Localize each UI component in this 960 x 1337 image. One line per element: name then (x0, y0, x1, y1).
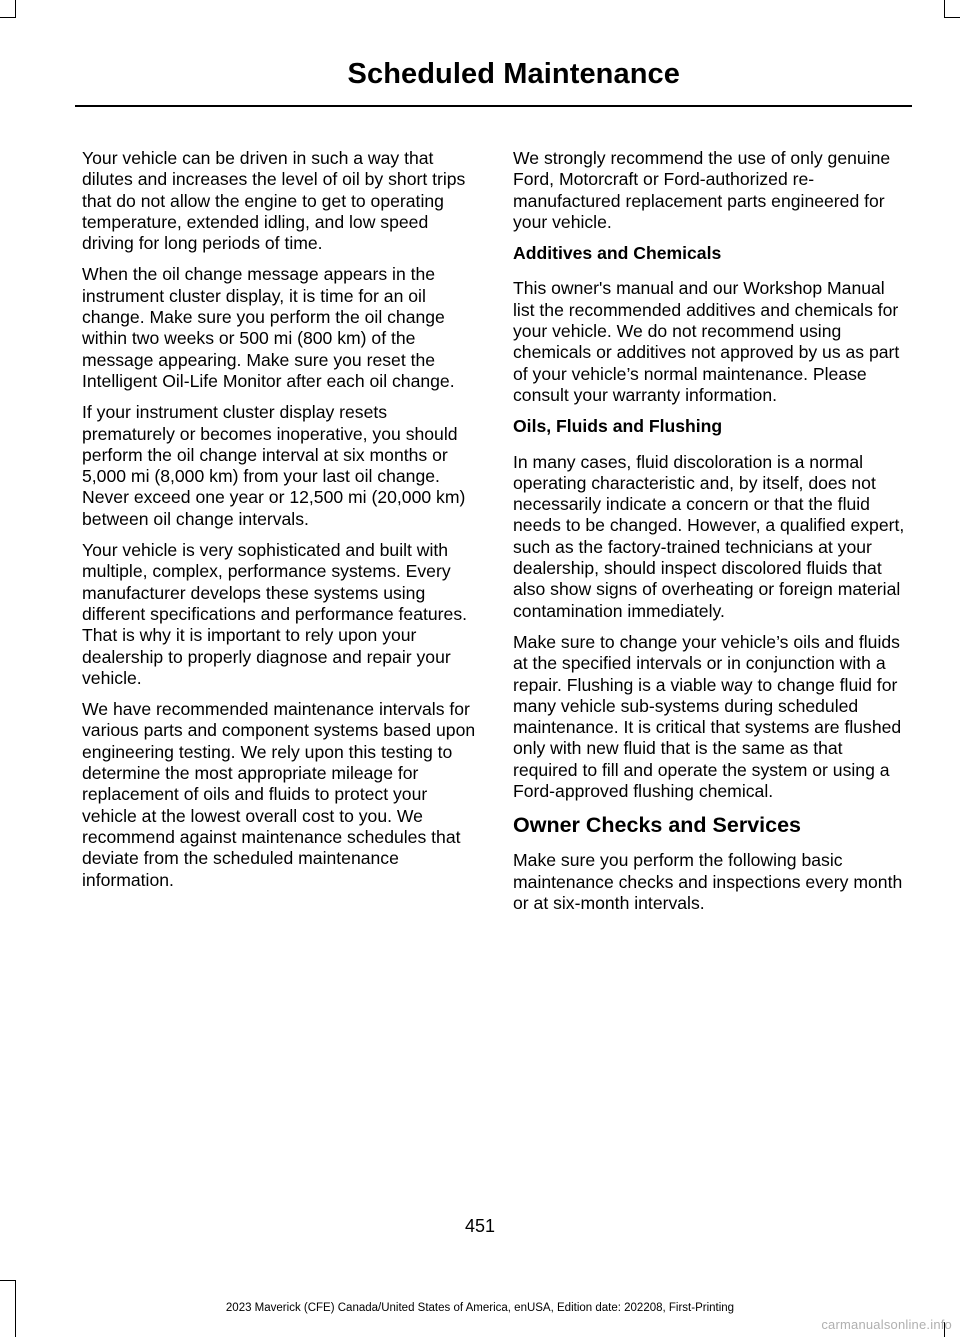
paragraph: If your instrument cluster display resets prematurely or becomes inoperative, you should perform the oil change interval at six months or 5,000 mi (8,000 km) from your last oil change. Never exceed one year or 12,500 mi (20,000 km) between oil change intervals. (82, 402, 466, 529)
paragraph-owner-checks: Make sure you perform the following basic maintenance checks and inspections every month or at six-month intervals. (513, 850, 903, 913)
paragraph-oils-2: Make sure to change your vehicle’s oils and fluids at the specified intervals or in conjunction with a repair. Flushing is a viable way to change fluid for many vehicle sub-systems during scheduled maintenance. It is critical that systems are flushed only with new fluid that is the same as that required to fill and operate the system or using a Ford-approved flushing chemical. (513, 631, 902, 802)
crop-mark-top-left (0, 17, 16, 18)
header-divider (75, 105, 912, 107)
page-title: Scheduled Maintenance (347, 58, 680, 90)
edition-footer: 2023 Maverick (CFE) Canada/United States of America, enUSA, Edition date: 202208, First-Printing (225, 1302, 735, 1314)
watermark: carmanualsonline.info (821, 1317, 952, 1332)
subheading-additives: Additives and Chemicals (513, 243, 722, 264)
crop-mark-top-left (15, 0, 16, 18)
subheading-oils-fluids: Oils, Fluids and Flushing (513, 416, 723, 437)
paragraph: When the oil change message appears in the instrument cluster display, it is time for an oil change. Make sure you perform the oil change within two weeks or 500 mi (800 km) of the message appearing. Make sure you reset the Intelligent Oil-Life Monitor after each oil change. (82, 264, 455, 391)
paragraph-oils-1: In many cases, fluid discoloration is a normal operating characteristic and, by itself, does not necessarily indicate a concern or that the fluid needs to be changed. However, a qualified expert, such as the factory-trained technicians at your dealership, should inspect discolored fluids that also show signs of overheating or foreign material contamination immediately. (513, 451, 905, 621)
page-number: 451 (464, 1216, 496, 1236)
paragraph: Your vehicle is very sophisticated and built with multiple, complex, performance systems. Every manufacturer develops these systems using different specifications and performance features. That is why it is important to rely upon your dealership to properly diagnose and repair your vehicle. (82, 540, 468, 688)
paragraph-intro: We strongly recommend the use of only genuine Ford, Motorcraft or Ford-authorized re-manufactured replacement parts engineered for your vehicle. (513, 148, 891, 232)
paragraph: Your vehicle can be driven in such a way that dilutes and increases the level of oil by short trips that do not allow the engine to get to operating temperature, extended idling, and low speed driving for long periods of time. (82, 148, 466, 254)
paragraph: We have recommended maintenance intervals for various parts and component systems based upon engineering testing. We rely upon this testing to determine the most appropriate mileage for replacement of oils and fluids to protect your vehicle at the lowest overall cost to you. We recommend against maintenance schedules that deviate from the scheduled maintenance information. (82, 699, 476, 890)
section-heading-owner-checks: Owner Checks and Services (513, 813, 802, 838)
paragraph-additives: This owner's manual and our Workshop Manual list the recommended additives and chemicals for your vehicle. We do not recommend using chemicals or additives not approved by us as part of your vehicle’s normal maintenance. Please consult your warranty information. (513, 278, 900, 405)
crop-mark-bottom-left (0, 1280, 16, 1281)
right-column (513, 148, 908, 924)
crop-mark-top-right (944, 17, 960, 18)
left-column (82, 148, 477, 901)
crop-mark-top-right (944, 0, 945, 18)
